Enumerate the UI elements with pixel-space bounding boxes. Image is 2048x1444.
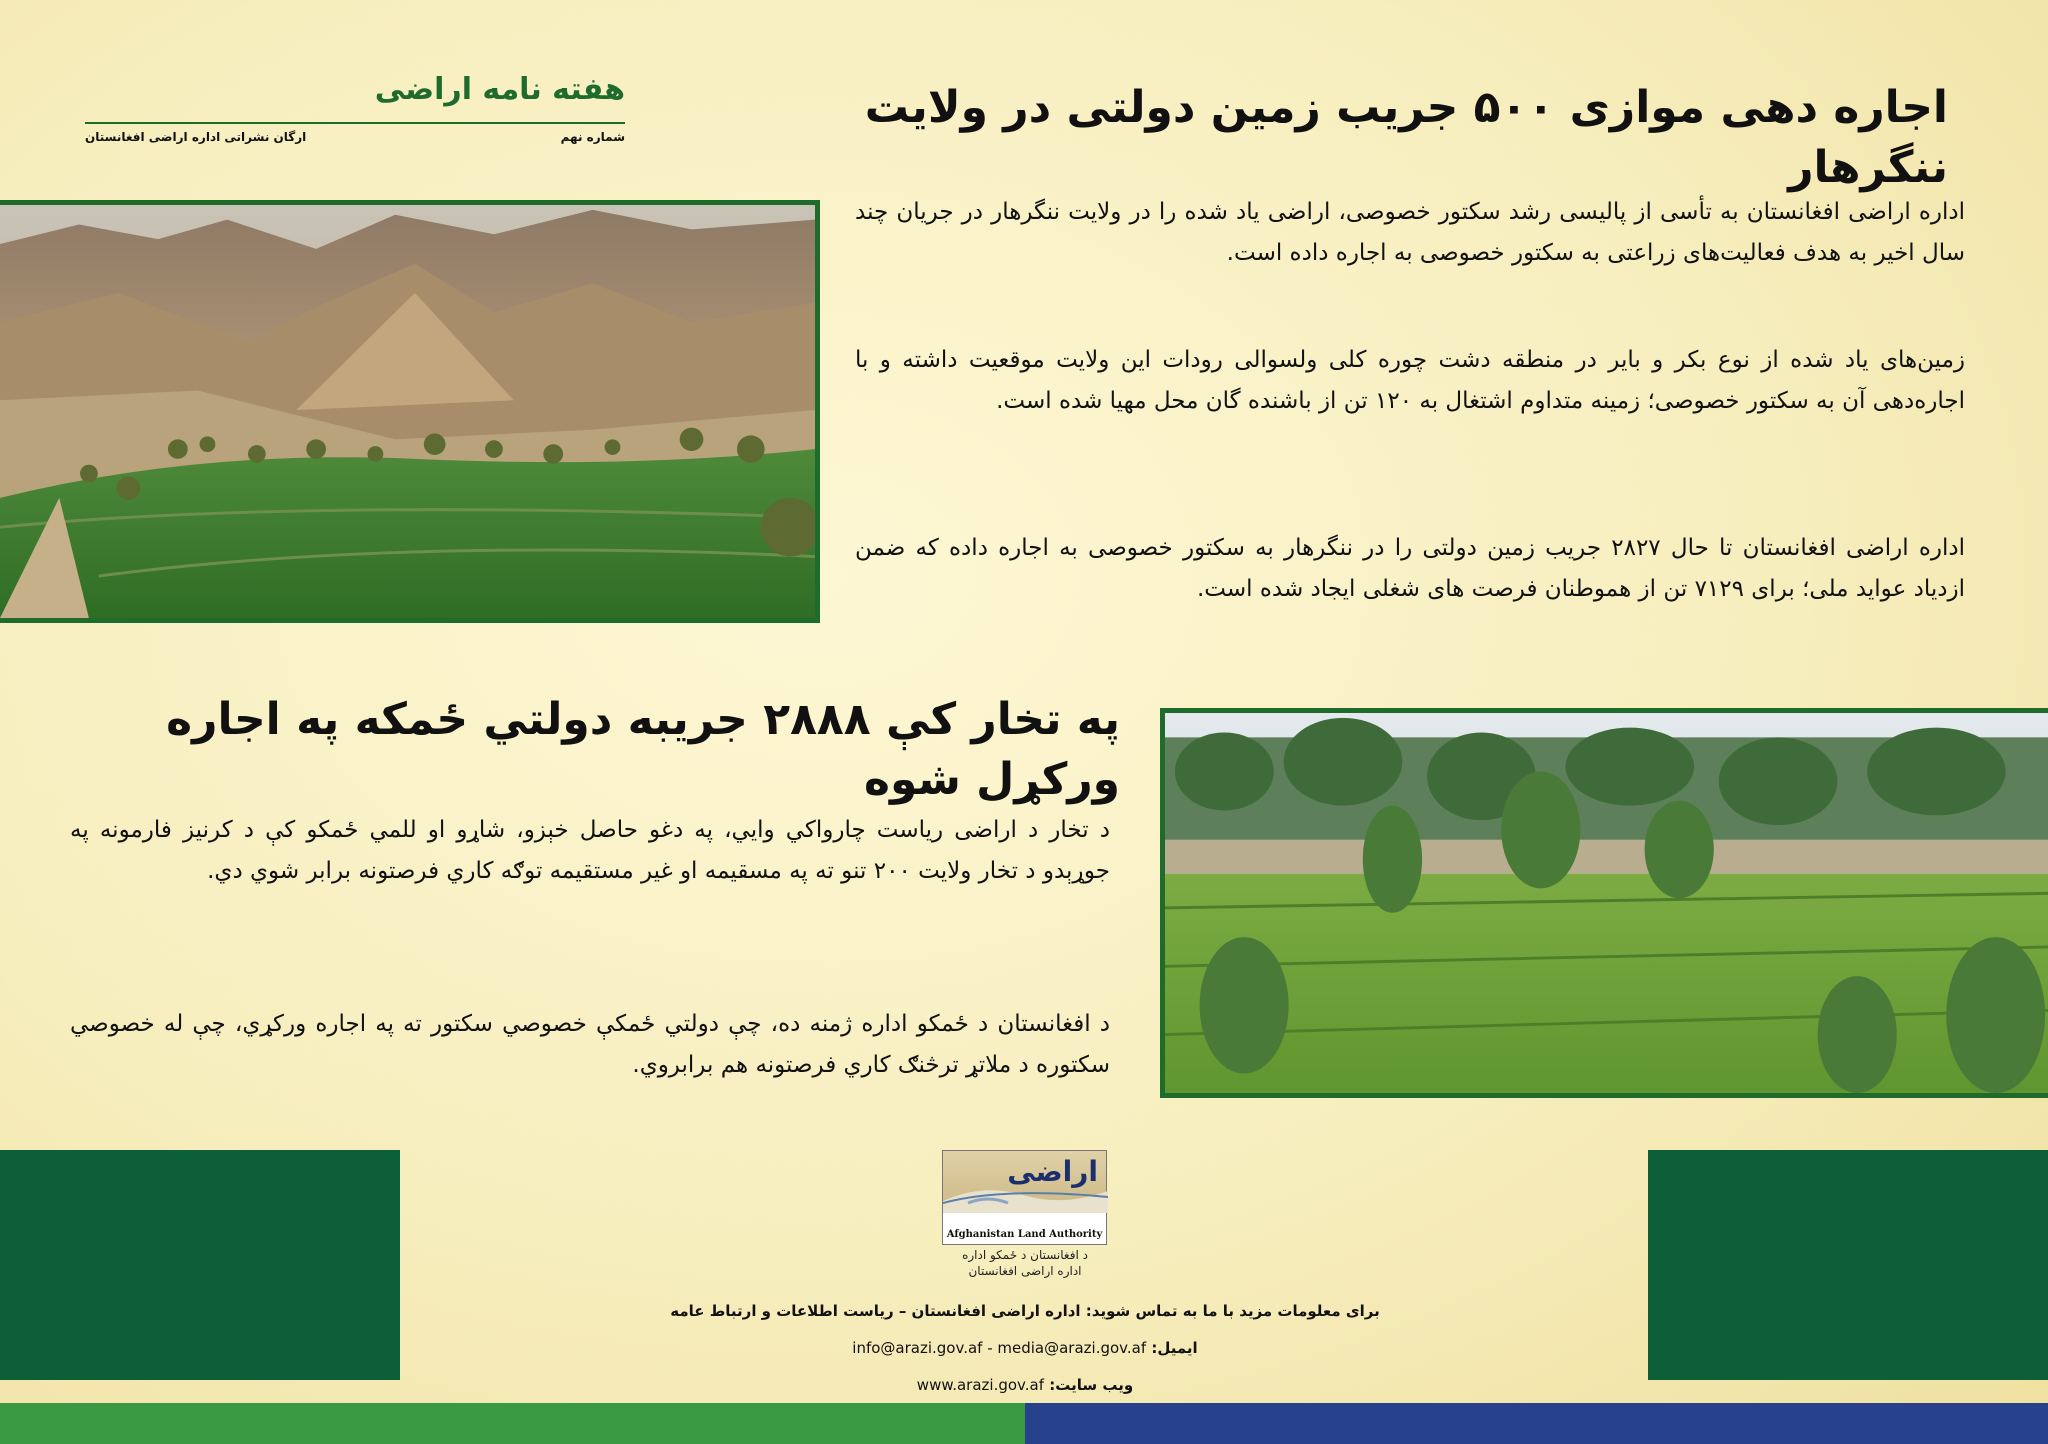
newsletter-title: هفته نامه اراضی <box>374 72 625 107</box>
contact-line: برای معلومات مزید با ما به تماس شوید: اداره اراضی افغانستان – ریاست اطلاعات و ارتباط عامه <box>670 1302 1380 1320</box>
logo-caption <box>930 1247 1120 1279</box>
email-line <box>420 1330 1630 1367</box>
email-link[interactable]: info@arazi.gov.af - media@arazi.gov.af <box>852 1339 1147 1357</box>
article1-paragraph: اداره اراضی افغانستان به تأسی از پالیسی رشد سکتور خصوصی، اراضی یاد شده را در ولایت ننگرهار در جریان چند سال اخیر به هدف فعالیت‌های زراعتی به سکتور خصوصی به اجاره داده است. <box>855 199 1965 266</box>
handshake-icon <box>943 1173 1108 1213</box>
land-authority-logo <box>942 1150 1107 1245</box>
footer-bar-green <box>0 1403 1025 1444</box>
article2-paragraph: د افغانستان د ځمکو اداره ژمنه ده، چې دولتي ځمکې خصوصي سکتور ته په اجاره ورکړي، چې له خصوصي سکتوره د ملاتړ ترڅنګ کاري فرصتونه هم برابروي. <box>70 1011 1110 1078</box>
mountain-valley-illustration <box>0 205 815 618</box>
logo-caption-dari: اداره اراضی افغانستان <box>968 1264 1082 1278</box>
email-label: ایمیل: <box>1151 1339 1198 1357</box>
masthead-subtitle: ارگان نشراتی اداره اراضی افغانستان <box>85 130 307 144</box>
green-fields-photo <box>1160 708 2048 1098</box>
issue-number: شماره نهم <box>560 130 625 144</box>
article2-paragraph: د تخار د اراضی ریاست چارواکي وايي، په دغو حاصل خېزو، شاړو او للمي ځمکو کې د کرنیز فارمونه په جوړېدو د تخار ولایت ۲۰۰ تنو ته په مسقیمه او غیر مستقیمه توګه کاري فرصتونه برابر شوي دي. <box>70 817 1110 884</box>
website-link[interactable]: www.arazi.gov.af <box>916 1376 1045 1394</box>
article2-headline: په تخار کې ۲۸۸۸ جریبه دولتي ځمکه په اجاره ورکړل شوه <box>166 694 1120 805</box>
green-fields-illustration <box>1165 713 2048 1093</box>
footer-green-block-left <box>0 1150 400 1380</box>
contact-info <box>420 1293 1630 1404</box>
article1-paragraph: زمین‌های یاد شده از نوع بکر و بایر در منطقه دشت چوره کلی ولسوالی رودات این ولایت موقعیت داشته و با اجاره‌دهی آن به سکتور خصوصی؛ زمینه متداوم اشتغال به ۱۲۰ تن از باشنده گان محل مهیا شده است. <box>855 347 1965 414</box>
masthead <box>85 60 625 144</box>
mountain-valley-photo <box>0 200 820 623</box>
website-label: ویب سایت: <box>1049 1376 1134 1394</box>
article1-paragraph: اداره اراضی افغانستان تا حال ۲۸۲۷ جریب زمین دولتی را در ننگرهار به سکتور خصوصی به اجاره داده که ضمن ازدیاد عواید ملی؛ برای ۷۱۲۹ تن از هموطنان فرصت های شغلی ایجاد شده است. <box>855 535 1965 602</box>
logo-wordmark: اراضی <box>1007 1155 1098 1188</box>
masthead-divider <box>85 122 625 124</box>
logo-caption-pashto: د افغانستان د ځمکو اداره <box>962 1248 1088 1262</box>
footer-green-block-right <box>1648 1150 2048 1380</box>
footer-bar-blue <box>1025 1403 2048 1444</box>
website-line <box>420 1367 1630 1404</box>
logo-english-name: Afghanistan Land Authority <box>946 1229 1103 1240</box>
article1-headline: اجاره دهی موازی ۵۰۰ جریب زمین دولتی در ولایت ننگرهار <box>864 82 1948 193</box>
